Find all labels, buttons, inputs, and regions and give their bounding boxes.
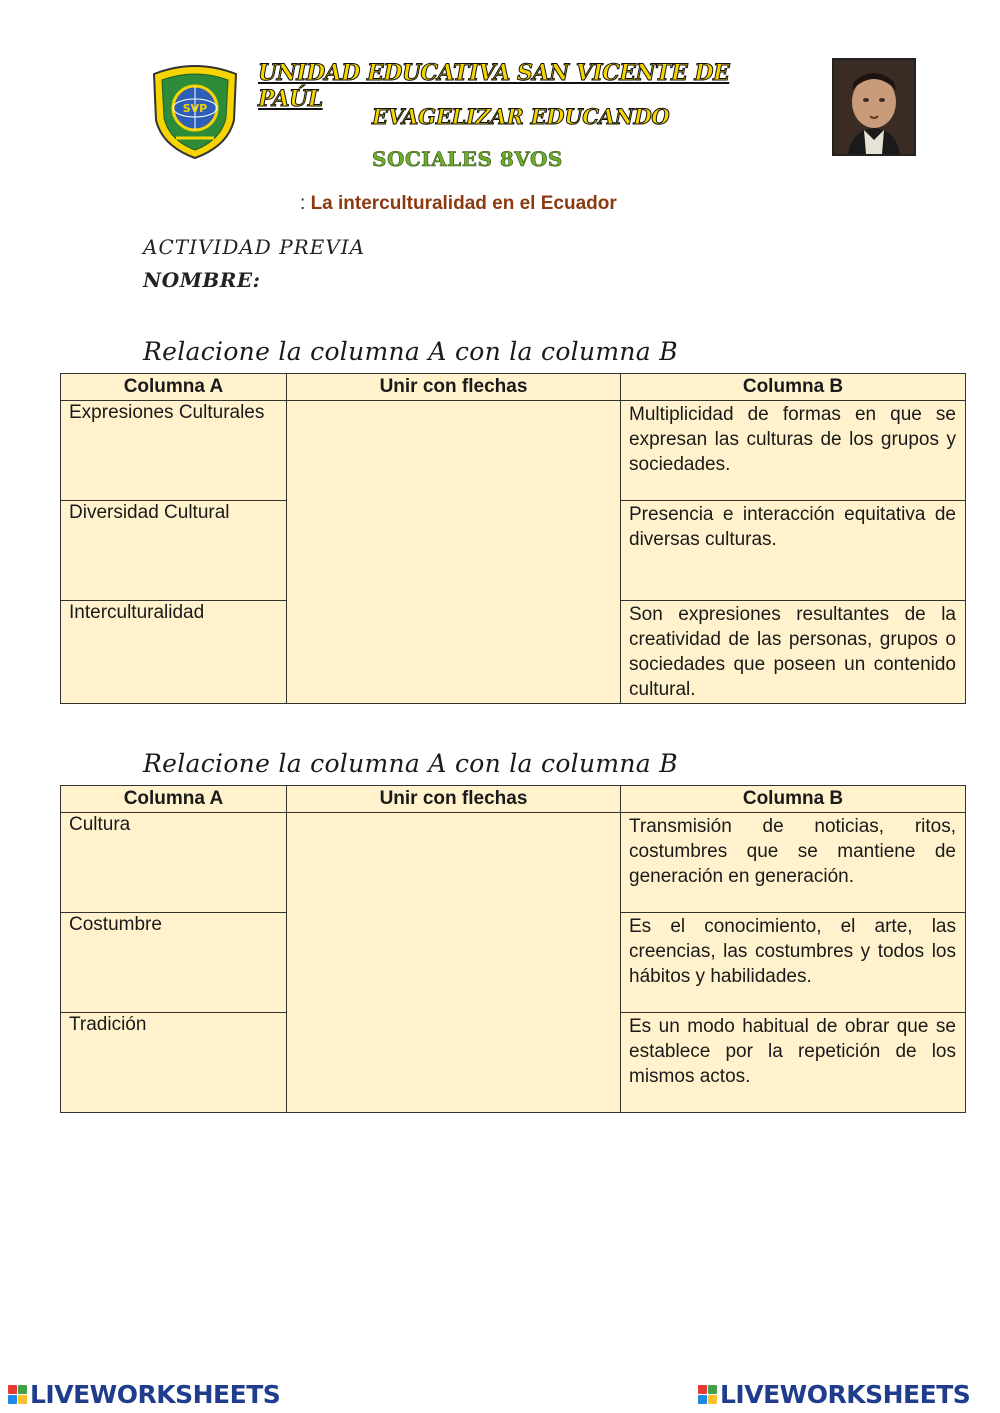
column-b-item[interactable]: Es el conocimiento, el arte, las creencias, las costumbres y todos los hábitos y habilidades. — [621, 913, 966, 1013]
matching-table-2 — [60, 785, 966, 1113]
header-column-b: Columna B — [621, 786, 966, 813]
column-b-item[interactable]: Multiplicidad de formas en que se expresan las culturas de los grupos y sociedades. — [621, 401, 966, 501]
brand-text: LIVEWORKSHEETS — [720, 1379, 971, 1409]
table-header-row — [61, 374, 966, 401]
column-b-item[interactable]: Es un modo habitual de obrar que se establece por la repetición de los mismos actos. — [621, 1013, 966, 1113]
brand-text: LIVEWORKSHEETS — [30, 1379, 281, 1409]
matching-table-1 — [60, 373, 966, 704]
header-connect-arrows: Unir con flechas — [287, 374, 621, 401]
topic-colon: : — [300, 193, 306, 214]
topic-title: La interculturalidad en el Ecuador — [310, 193, 617, 214]
name-label: NOMBRE: — [143, 268, 261, 292]
column-b-item[interactable]: Son expresiones resultantes de la creatividad de las personas, grupos o sociedades que poseen un contenido cultural. — [621, 601, 966, 704]
liveworksheets-logo-icon — [698, 1385, 717, 1404]
column-b-item[interactable]: Presencia e interacción equitativa de diversas culturas. — [621, 501, 966, 601]
table-row — [61, 401, 966, 501]
activity-label: ACTIVIDAD PREVIA — [143, 235, 366, 259]
school-name: UNIDAD EDUCATIVA SAN VICENTE DE PAÚL — [258, 60, 730, 112]
crest-text: SVP — [182, 102, 208, 115]
header-column-a: Columna A — [61, 374, 287, 401]
saint-portrait-image — [832, 58, 916, 156]
column-b-item[interactable]: Transmisión de noticias, ritos, costumbres que se mantiene de generación en generación. — [621, 813, 966, 913]
liveworksheets-logo-icon — [8, 1385, 27, 1404]
arrow-drawing-area[interactable] — [287, 813, 621, 1113]
instruction-1: Relacione la columna A con la columna B — [143, 337, 678, 366]
header-column-b: Columna B — [621, 374, 966, 401]
liveworksheets-watermark-left — [8, 1378, 280, 1410]
school-motto: EVAGELIZAR EDUCANDO — [372, 104, 670, 129]
arrow-drawing-area[interactable] — [287, 401, 621, 704]
subject-title: SOCIALES 8VOS — [372, 147, 563, 171]
liveworksheets-watermark-right — [698, 1378, 970, 1410]
column-a-item[interactable]: Diversidad Cultural — [61, 501, 287, 601]
school-crest-logo — [148, 60, 242, 160]
header-connect-arrows: Unir con flechas — [287, 786, 621, 813]
portrait-icon — [834, 60, 914, 154]
table-row — [61, 813, 966, 913]
column-a-item[interactable]: Tradición — [61, 1013, 287, 1113]
column-a-item[interactable]: Cultura — [61, 813, 287, 913]
instruction-2: Relacione la columna A con la columna B — [143, 749, 678, 778]
column-a-item[interactable]: Interculturalidad — [61, 601, 287, 704]
topic-heading — [300, 193, 617, 215]
table-header-row — [61, 786, 966, 813]
header-column-a: Columna A — [61, 786, 287, 813]
column-a-item[interactable]: Expresiones Culturales — [61, 401, 287, 501]
column-a-item[interactable]: Costumbre — [61, 913, 287, 1013]
